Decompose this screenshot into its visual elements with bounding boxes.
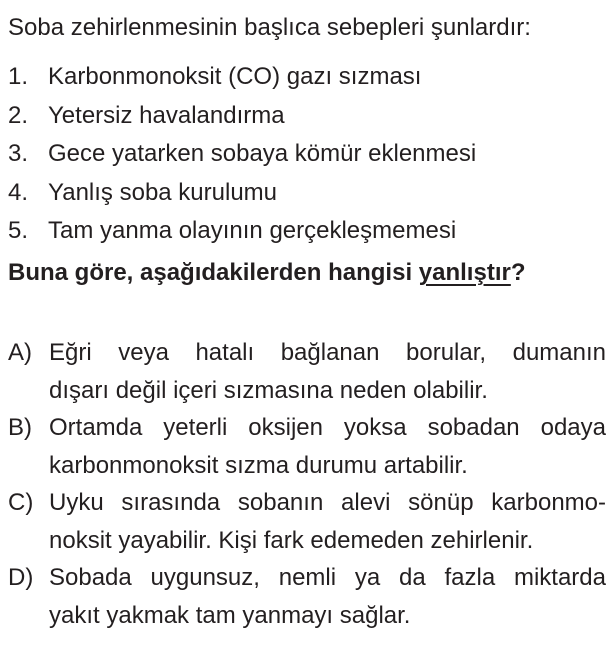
option-letter: C) [8,489,34,516]
option-line: karbonmonoksit sızma durumu artabilir. [49,451,468,479]
option-text [49,559,606,634]
option-text [49,409,606,484]
list-item [8,58,476,97]
option-letter: D) [8,564,34,591]
option-line: dışarı değil içeri sızmasına neden olabilir. [49,376,488,404]
answer-option-d[interactable] [8,559,606,634]
option-line: Uyku sırasında sobanın alevi sönüp karbonmo- [49,489,606,516]
answer-options [8,334,606,634]
list-item-number: 4. [8,178,29,206]
intro-text: Soba zehirlenmesinin başlıca sebepleri şunlardır: [8,14,531,41]
question-emphasis: yanlıştır [418,259,511,286]
causes-list [8,58,476,251]
list-item-text: Gece yatarken sobaya kömür eklenmesi [48,140,477,167]
list-item-text: Karbonmonoksit (CO) gazı sızması [48,63,422,90]
option-line: yakıt yakmak tam yanmayı sağlar. [49,601,411,629]
option-text [49,334,606,409]
list-item-number: 2. [8,101,29,129]
option-line: noksit yayabilir. Kişi fark edemeden zehirlenir. [49,526,534,554]
list-item-text: Yetersiz havalandırma [48,101,285,129]
option-line: Eğri veya hatalı bağlanan borular, dumanın [49,339,606,366]
answer-option-c[interactable] [8,484,606,559]
list-item [8,97,476,136]
list-item [8,174,476,213]
list-item [8,212,476,251]
list-item-number: 3. [8,140,29,167]
option-text [49,484,606,559]
option-letter: B) [8,414,32,441]
list-item-number: 5. [8,217,29,244]
list-item-number: 1. [8,63,29,90]
answer-option-b[interactable] [8,409,606,484]
list-item-text: Yanlış soba kurulumu [48,178,278,206]
question-stem [8,258,526,288]
list-item [8,135,476,174]
option-line: Sobada uygunsuz, nemli ya da fazla miktarda [49,564,606,591]
answer-option-a[interactable] [8,334,606,409]
option-line: Ortamda yeterli oksijen yoksa sobadan odaya [49,414,606,441]
question-suffix: ? [510,259,526,286]
question-prefix: Buna göre, aşağıdakilerden hangisi [8,259,419,286]
option-letter: A) [8,339,32,366]
list-item-text: Tam yanma olayının gerçekleşmemesi [48,217,457,244]
